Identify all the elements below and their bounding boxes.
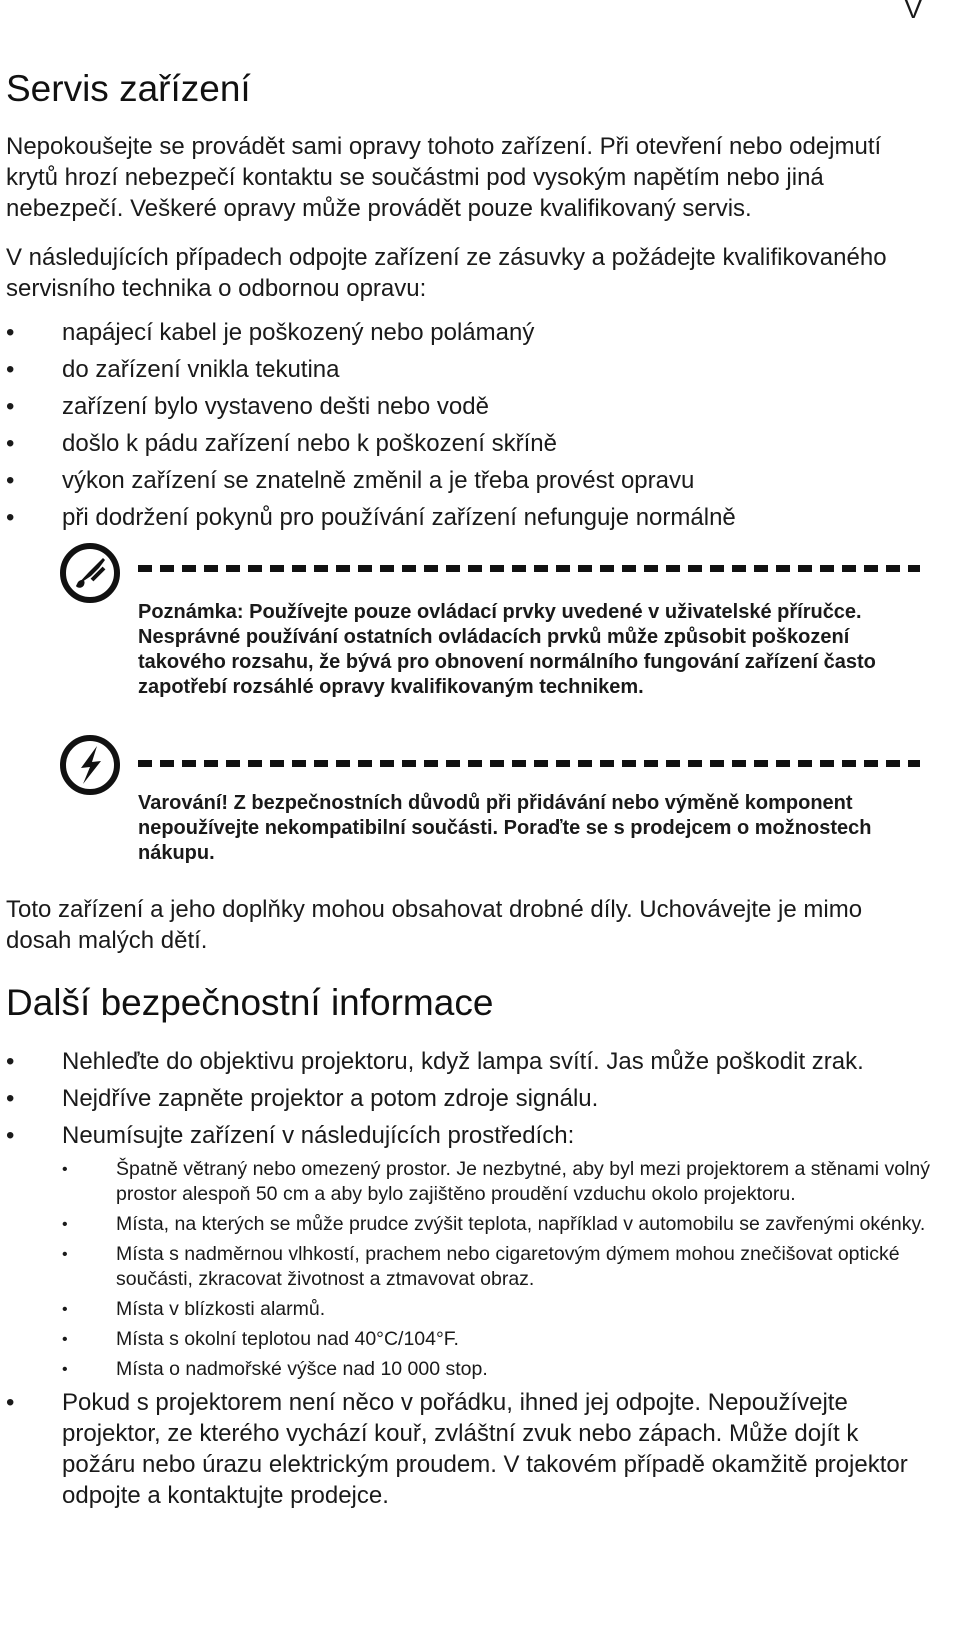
list-item: • napájecí kabel je poškozený nebo polámaný [0, 317, 930, 348]
sub-list-item: • Místa v blízkosti alarmů. [62, 1297, 930, 1322]
list-item: • výkon zařízení se znatelně změnil a je třeba provést opravu [0, 465, 930, 496]
repair-conditions-list [0, 317, 930, 533]
list-item: • zařízení bylo vystaveno dešti nebo vodě [0, 391, 930, 422]
list-item: • Nejdříve zapněte projektor a potom zdroje signálu. [0, 1083, 930, 1114]
list-item: • došlo k pádu zařízení nebo k poškození skříně [0, 428, 930, 459]
page-number: V [904, 0, 922, 24]
note-text: Poznámka: Používejte pouze ovládací prvky uvedené v uživatelské příručce. Nesprávné používání ostatních ovládacích prvků může způsobit poškození takového rozsahu, že bývá pro obnovení normálního fungování zařízení často zapotřebí rozsáhlé opravy kvalifikovaným technikem. [138, 601, 876, 698]
warning-divider [138, 760, 920, 767]
lightning-warning-icon [59, 734, 121, 796]
environment-sublist [62, 1157, 930, 1382]
list-item-label: Neumísujte zařízení v následujících prostředích: [62, 1122, 575, 1149]
list-item: • Pokud s projektorem není něco v pořádku, ihned jej odpojte. Nepoužívejte projektor, ze kterého vychází kouř, zvláštní zvuk nebo zápach. Může dojít k požáru nebo úrazu elektrickým proudem. V takovém případě okamžitě projektor odpojte a kontaktujte prodejce. [0, 1387, 930, 1511]
note-divider [138, 565, 920, 572]
sub-list-item: • Místa o nadmořské výšce nad 10 000 stop. [62, 1357, 930, 1382]
section-title-safety: Další bezpečnostní informace [6, 982, 494, 1023]
list-item: • při dodržení pokynů pro používání zařízení nefunguje normálně [0, 502, 930, 533]
list-item: • do zařízení vnikla tekutina [0, 354, 930, 385]
safety-list [0, 1046, 930, 1511]
section-title-service: Servis zařízení [6, 68, 251, 109]
disconnect-paragraph: V následujících případech odpojte zařízení ze zásuvky a požádejte kvalifikovaného servisního technika o odbornou opravu: [6, 244, 887, 302]
warning-text: Varování! Z bezpečnostních důvodů při přidávání nebo výměně komponent nepoužívejte nekompatibilní součásti. Poraďte se s prodejcem o možnostech nákupu. [138, 792, 872, 864]
sub-list-item: • Místa s nadměrnou vlhkostí, prachem nebo cigaretovým dýmem mohou znečišovat optické součásti, zkracovat životnost a ztmavovat obraz. [62, 1242, 930, 1292]
service-paragraph: Nepokoušejte se provádět sami opravy tohoto zařízení. Při otevření nebo odejmutí krytů hrozí nebezpečí kontaktu se součástmi pod vysokým napětím nebo jiná nebezpečí. Veškeré opravy může provádět pouze kvalifikovaný servis. [6, 133, 882, 222]
sub-list-item: • Špatně větraný nebo omezený prostor. Je nezbytné, aby byl mezi projektorem a stěnami volný prostor alespoň 50 cm a aby bylo zajištěno proudění vzduchu okolo projektoru. [62, 1157, 930, 1207]
list-item: • Nehleďte do objektivu projektoru, když lampa svítí. Jas může poškodit zrak. [0, 1046, 930, 1077]
sub-list-item: • Místa s okolní teplotou nad 40°C/104°F. [62, 1327, 930, 1352]
small-parts-paragraph: Toto zařízení a jeho doplňky mohou obsahovat drobné díly. Uchovávejte je mimo dosah malých dětí. [6, 896, 863, 954]
list-item [0, 1120, 930, 1382]
sub-list-item: • Místa, na kterých se může prudce zvýšit teplota, například v automobilu se zavřenými okénky. [62, 1212, 930, 1237]
note-pen-icon [59, 542, 121, 604]
